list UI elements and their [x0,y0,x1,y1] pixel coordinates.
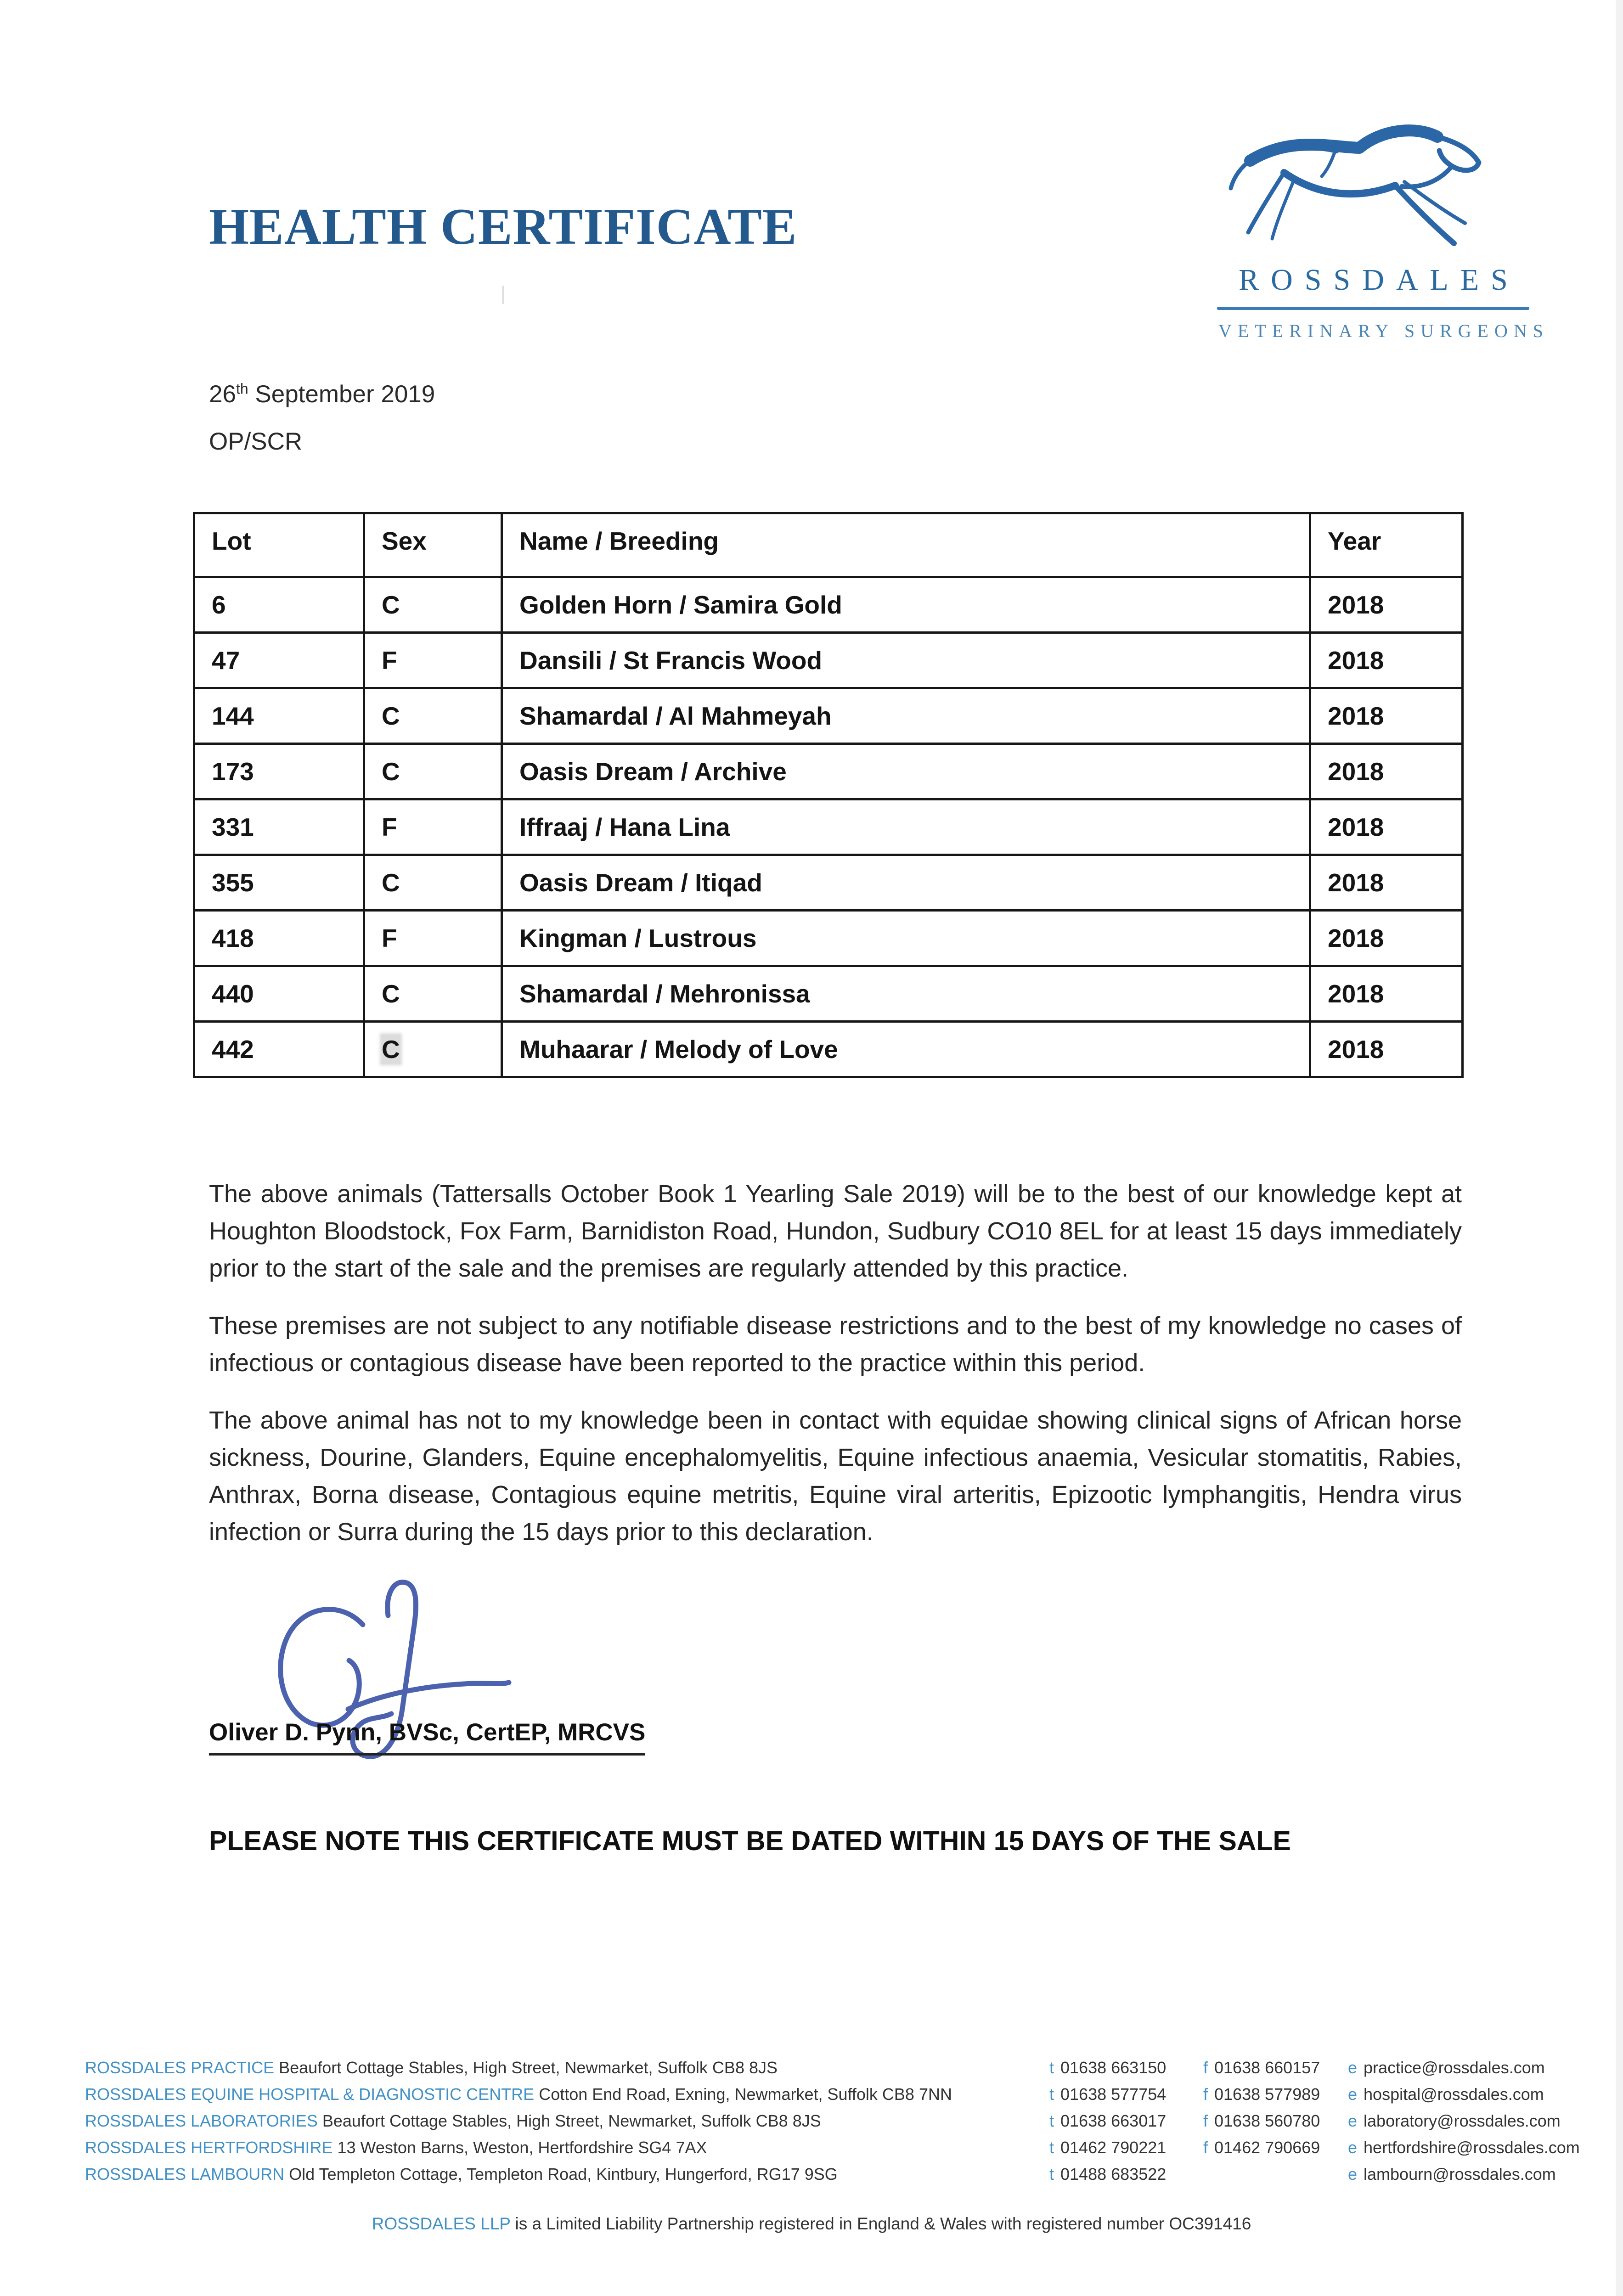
footer-locations [0,2058,1623,2191]
table-row [194,744,1463,799]
email-prefix: e [1348,2058,1358,2077]
name-breeding-cell: Dansili / St Francis Wood [502,633,1310,688]
lot-cell: 173 [194,744,364,799]
year-cell: 2018 [1310,966,1463,1022]
footer-row-lambourn [0,2165,1623,2191]
paragraph-premises: The above animals (Tattersalls October Book 1 Yearling Sale 2019) will be to the best of our knowledge kept at Houghton Bloodstock, Fox Farm, Barnidiston Road, Hundon, Sudbury CO10 8EL for at least 15 days immediately prior to the start of the sale and the premises are regularly attended by this practice. [209,1180,1462,1282]
year-cell: 2018 [1310,633,1463,688]
logo-wordmark: ROSSDALES [1239,263,1520,297]
date-block [209,380,435,456]
tel-prefix: t [1049,2058,1054,2077]
table-row [194,966,1463,1022]
tel-prefix: t [1049,2085,1054,2104]
location-name: ROSSDALES PRACTICE [85,2058,275,2077]
fax-prefix: f [1203,2111,1208,2130]
tel-prefix: t [1049,2111,1054,2130]
logo-divider [1217,307,1529,310]
scan-mark-artifact [502,286,504,304]
location-name: ROSSDALES EQUINE HOSPITAL & DIAGNOSTIC CENTRE [85,2085,535,2104]
lot-cell: 418 [194,911,364,966]
date-ordinal: th [236,380,248,397]
col-header-name-breeding: Name / Breeding [502,513,1310,577]
footer-row-hospital [0,2085,1623,2111]
name-breeding-cell: Muhaarar / Melody of Love [502,1022,1310,1077]
email-address: hertfordshire@rossdales.com [1364,2138,1580,2157]
horse-logo-icon [1222,118,1525,256]
fax-prefix: f [1203,2058,1208,2077]
lots-table [193,512,1464,1078]
footer-row-laboratories [0,2111,1623,2138]
year-cell: 2018 [1310,911,1463,966]
table-row [194,577,1463,633]
footer-row-hertfordshire [0,2138,1623,2165]
location-address: Beaufort Cottage Stables, High Street, Newmarket, Suffolk CB8 8JS [322,2111,821,2130]
sex-cell [364,1022,502,1077]
name-breeding-cell: Oasis Dream / Itiqad [502,855,1310,911]
name-breeding-cell: Kingman / Lustrous [502,911,1310,966]
lot-cell: 442 [194,1022,364,1077]
sex-cell: C [364,744,502,799]
table-header-row [194,513,1463,577]
col-header-year: Year [1310,513,1463,577]
validity-notice: PLEASE NOTE THIS CERTIFICATE MUST BE DATED WITHIN 15 DAYS OF THE SALE [209,1826,1291,1856]
table-row [194,855,1463,911]
tel-prefix: t [1049,2165,1054,2183]
registration-text: is a Limited Liability Partnership registered in England & Wales with registered number OC391416 [510,2214,1251,2233]
email-prefix: e [1348,2165,1358,2183]
sex-cell-smudged-value: C [382,1035,400,1064]
tel-prefix: t [1049,2138,1054,2157]
location-name: ROSSDALES HERTFORDSHIRE [85,2138,333,2157]
page-title: HEALTH CERTIFICATE [209,198,797,255]
location-name: ROSSDALES LAMBOURN [85,2165,285,2183]
tel-number: 01488 683522 [1060,2165,1167,2183]
declaration-paragraphs [209,1176,1462,1571]
fax-number: 01638 560780 [1214,2111,1320,2130]
certificate-date [209,380,435,408]
sex-cell: F [364,799,502,855]
sex-cell: C [364,855,502,911]
table-row [194,1022,1463,1077]
year-cell: 2018 [1310,744,1463,799]
year-cell: 2018 [1310,577,1463,633]
email-address: practice@rossdales.com [1364,2058,1545,2077]
signatory-name: Oliver D. Pynn, BVSc, CertEP, MRCVS [209,1718,645,1756]
lot-cell: 440 [194,966,364,1022]
tel-number: 01638 663150 [1060,2058,1167,2077]
sex-cell: C [364,966,502,1022]
location-address: Beaufort Cottage Stables, High Street, Newmarket, Suffolk CB8 8JS [279,2058,778,2077]
col-header-lot: Lot [194,513,364,577]
tel-number: 01638 577754 [1060,2085,1167,2104]
name-breeding-cell: Golden Horn / Samira Gold [502,577,1310,633]
year-cell: 2018 [1310,688,1463,744]
fax-prefix: f [1203,2138,1208,2157]
sex-cell: F [364,911,502,966]
paragraph-disease-restrictions: These premises are not subject to any notifiable disease restrictions and to the best of my knowledge no cases of infectious or contagious disease have been reported to the practice within this period. [209,1312,1462,1377]
location-address: Old Templeton Cottage, Templeton Road, Kintbury, Hungerford, RG17 9SG [289,2165,838,2183]
footer-row-practice [0,2058,1623,2085]
reference-code: OP/SCR [209,428,303,455]
name-breeding-cell: Oasis Dream / Archive [502,744,1310,799]
fax-number: 01638 660157 [1214,2058,1320,2077]
year-cell: 2018 [1310,855,1463,911]
lot-cell: 47 [194,633,364,688]
table-row [194,799,1463,855]
logo-subtitle: VETERINARY SURGEONS [1218,321,1549,341]
fax-prefix: f [1203,2085,1208,2104]
name-breeding-cell: Iffraaj / Hana Lina [502,799,1310,855]
registration-line [0,2214,1623,2234]
tel-number: 01638 663017 [1060,2111,1167,2130]
table-row [194,911,1463,966]
scan-edge-artifact [1616,0,1623,2296]
lot-cell: 6 [194,577,364,633]
email-prefix: e [1348,2111,1358,2130]
name-breeding-cell: Shamardal / Al Mahmeyah [502,688,1310,744]
lot-cell: 355 [194,855,364,911]
paragraph-contact-declaration: The above animal has not to my knowledge been in contact with equidae showing clinical signs of African horse sickness, Dourine, Glanders, Equine encephalomyelitis, Equine infectious anaemia, Vesicular stomatitis, Rabies, Anthrax, Borna disease, Contagious equine metritis, Equine viral arteritis, Epizootic lymphangitis, Hendra virus infection or Surra during the 15 days prior to this declaration. [209,1407,1462,1546]
fax-number: 01638 577989 [1214,2085,1320,2104]
lot-cell: 331 [194,799,364,855]
date-rest: September 2019 [248,381,435,408]
sex-cell: C [364,688,502,744]
col-header-sex: Sex [364,513,502,577]
date-day: 26 [209,381,236,408]
location-name: ROSSDALES LABORATORIES [85,2111,318,2130]
email-address: laboratory@rossdales.com [1364,2111,1561,2130]
email-prefix: e [1348,2085,1358,2104]
location-address: Cotton End Road, Exning, Newmarket, Suffolk CB8 7NN [539,2085,952,2104]
location-address: 13 Weston Barns, Weston, Hertfordshire SG4 7AX [337,2138,707,2157]
email-address: lambourn@rossdales.com [1364,2165,1556,2183]
year-cell: 2018 [1310,1022,1463,1077]
email-prefix: e [1348,2138,1358,2157]
sex-cell: C [364,577,502,633]
registration-company: ROSSDALES LLP [372,2214,511,2233]
sex-cell: F [364,633,502,688]
table-row [194,688,1463,744]
email-address: hospital@rossdales.com [1364,2085,1544,2104]
year-cell: 2018 [1310,799,1463,855]
table-row [194,633,1463,688]
rossdales-logo [1212,118,1549,342]
tel-number: 01462 790221 [1060,2138,1167,2157]
lot-cell: 144 [194,688,364,744]
name-breeding-cell: Shamardal / Mehronissa [502,966,1310,1022]
fax-number: 01462 790669 [1214,2138,1320,2157]
